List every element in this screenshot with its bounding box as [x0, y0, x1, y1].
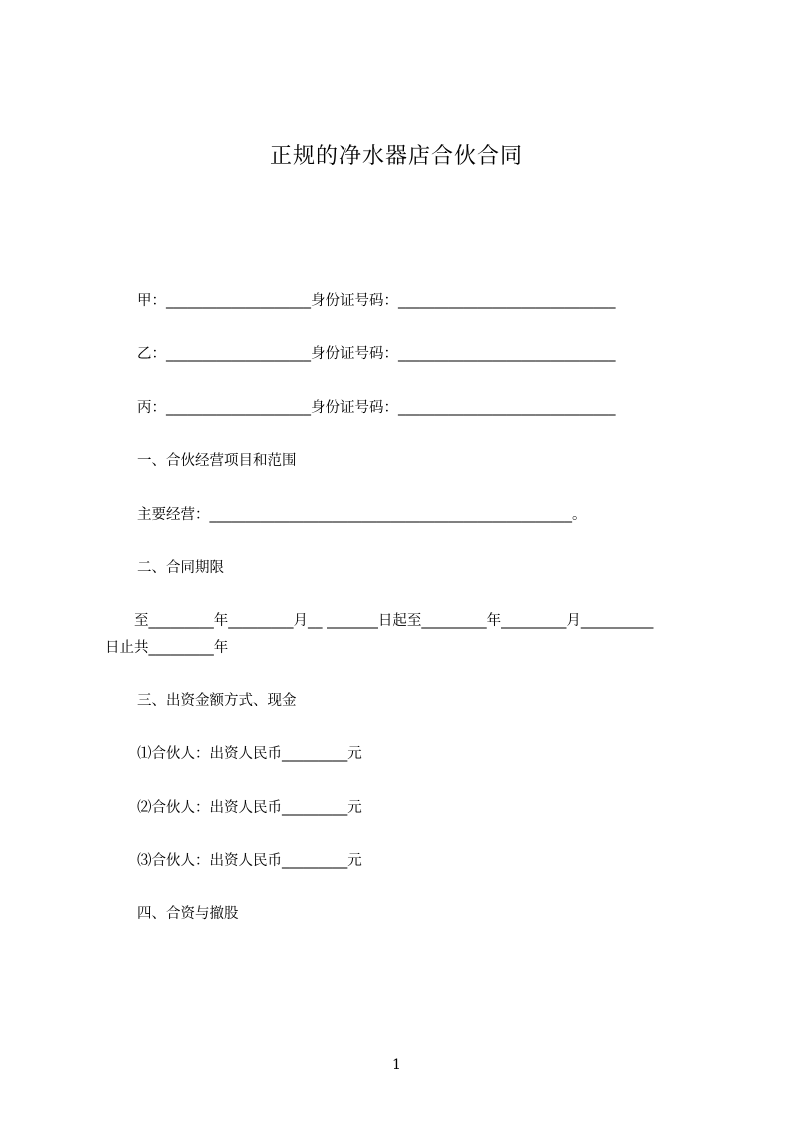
party-a-line: 甲：____________________身份证号码：______________________________	[137, 293, 616, 309]
section-1-heading: 一、合伙经营项目和范围	[137, 453, 297, 469]
section-3-heading: 三、出资金额方式、现金	[137, 693, 297, 709]
term-line-1: 至_________年_________月__ _______日起至_________年_________月__________	[134, 613, 654, 629]
partner-3-contribution: ⑶合伙人：出资人民币_________元	[137, 853, 362, 869]
main-business-line: 主要经营：__________________________________________________。	[137, 507, 587, 523]
section-2-heading: 二、合同期限	[137, 560, 224, 576]
page-number: 1	[392, 1057, 401, 1073]
party-c-line: 丙：____________________身份证号码：______________________________	[137, 400, 616, 416]
document-title: 正规的净水器店合伙合同	[269, 144, 523, 169]
section-4-heading: 四、合资与撤股	[137, 906, 239, 922]
partner-2-contribution: ⑵合伙人：出资人民币_________元	[137, 800, 362, 816]
term-line-2: 日止共_________年	[105, 640, 229, 656]
partner-1-contribution: ⑴合伙人：出资人民币_________元	[137, 746, 362, 762]
party-b-line: 乙：____________________身份证号码：______________________________	[137, 346, 616, 362]
